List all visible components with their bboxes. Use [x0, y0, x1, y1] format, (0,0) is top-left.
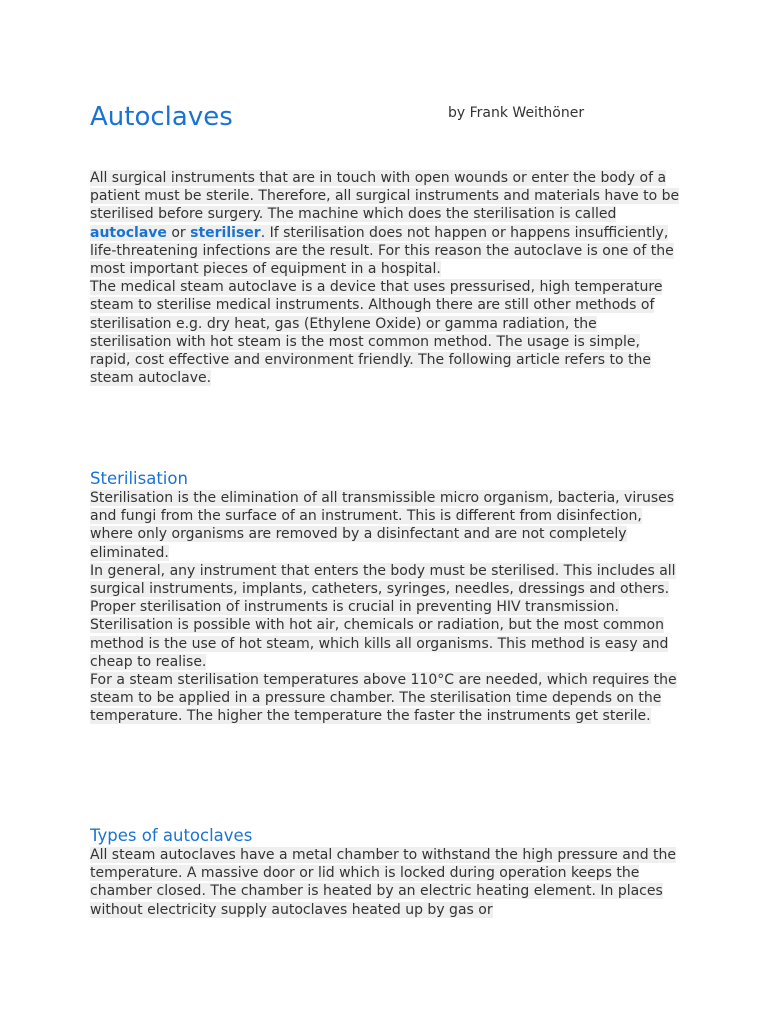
document-title: Autoclaves — [90, 102, 233, 132]
intro-section — [90, 169, 680, 387]
keyword-steriliser: steriliser — [190, 224, 261, 241]
sterilisation-paragraph: In general, any instrument that enters the body must be sterilised. This includes all surgical instruments, implants, catheters, syringes, needles, dressings and others. — [90, 562, 676, 598]
types-paragraph: All steam autoclaves have a metal chamber to withstand the high pressure and the temperature. A massive door or lid which is locked during operation keeps the chamber closed. The chamber is heated by an electric heating element. In places without electricity supply autoclaves heated up by gas or — [90, 847, 677, 918]
intro-text-part-2: . If sterilisation does not happen or happens insufficiently, life-threatening infections are the result. For this reason the autoclave is one of the most important pieces of equipment in a hospital. — [90, 224, 674, 278]
keyword-autoclave: autoclave — [90, 224, 167, 241]
sterilisation-paragraph: Sterilisation is the elimination of all transmissible micro organism, bacteria, viruses and fungi from the surface of an instrument. This is different from disinfection, where only organisms are removed by a disinfectant and are not completely eliminated. — [90, 490, 675, 561]
sterilisation-paragraph: For a steam sterilisation temperatures above 110°C are needed, which requires the steam to be applied in a pressure chamber. The sterilisation time depends on the temperature. The higher the temperature the faster the instruments get sterile. — [90, 672, 677, 725]
section-heading-types: Types of autoclaves — [90, 826, 253, 845]
intro-paragraph-2: The medical steam autoclave is a device that uses pressurised, high temperature steam to sterilise medical instruments. Although there are still other methods of sterilisation e.g. dry heat, gas (Ethylene Oxide) or gamma radiation, the sterilisation with hot steam is the most common method. The usage is simple, rapid, cost effective and environment friendly. The following article refers to the steam autoclave. — [90, 279, 663, 387]
intro-text-or: or — [166, 224, 191, 241]
intro-text-part-1: All surgical instruments that are in touch with open wounds or enter the body of a patient must be sterile. Therefore, all surgical instruments and materials have to be sterilised before surgery. The machine which does the sterilisation is called — [90, 170, 680, 223]
types-section — [90, 826, 680, 919]
author-byline: by Frank Weithöner — [448, 105, 585, 121]
section-heading-sterilisation: Sterilisation — [90, 469, 188, 488]
intro-paragraph-1 — [90, 169, 680, 278]
sterilisation-section — [90, 469, 680, 726]
sterilisation-paragraph: Proper sterilisation of instruments is crucial in preventing HIV transmission. Sterilisation is possible with hot air, chemicals or radiation, but the most common method is the use of hot steam, which kills all organisms. This method is easy and cheap to realise. — [90, 599, 669, 670]
